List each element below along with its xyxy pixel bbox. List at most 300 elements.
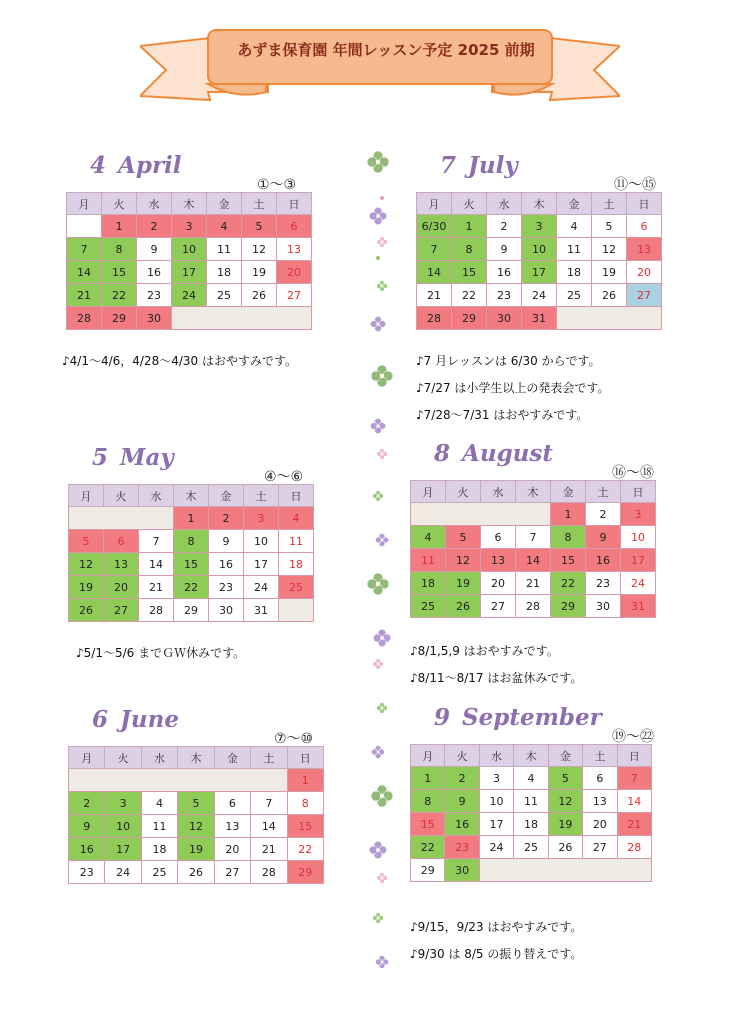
- lesson-range: ④～⑥: [264, 469, 304, 485]
- day-cell: 27: [214, 861, 250, 884]
- month-title: 7 July: [440, 152, 518, 179]
- day-cell: 5: [592, 215, 627, 238]
- day-cell: 26: [592, 284, 627, 307]
- weekday-header: 日: [277, 193, 312, 215]
- day-cell: 6: [481, 526, 516, 549]
- calendar-september: [410, 744, 652, 882]
- flower: [373, 659, 384, 670]
- notes-september: [410, 918, 582, 972]
- flower: [367, 573, 389, 595]
- day-cell: 21: [617, 813, 651, 836]
- day-cell: 22: [102, 284, 137, 307]
- weekday-header: 金: [214, 747, 250, 769]
- flower: [377, 873, 388, 884]
- day-cell: 22: [174, 576, 209, 599]
- day-cell: 9: [586, 526, 621, 549]
- day-cell: 3: [479, 767, 513, 790]
- weekday-header: 火: [445, 745, 479, 767]
- day-cell: 8: [287, 792, 323, 815]
- weekday-header: 日: [287, 747, 323, 769]
- day-cell: 15: [287, 815, 323, 838]
- day-cell: 2: [137, 215, 172, 238]
- day-cell: 31: [244, 599, 279, 622]
- day-cell: 13: [481, 549, 516, 572]
- calendar-may: [68, 484, 314, 622]
- week-row: [69, 838, 324, 861]
- day-cell: 25: [557, 284, 592, 307]
- day-cell: 15: [102, 261, 137, 284]
- day-cell: 14: [139, 553, 174, 576]
- day-cell: 25: [279, 576, 314, 599]
- week-row: [411, 503, 656, 526]
- notes-july: [416, 352, 609, 433]
- day-cell: 3: [244, 507, 279, 530]
- day-cell: 23: [487, 284, 522, 307]
- week-row: [67, 215, 312, 238]
- day-cell: 30: [209, 599, 244, 622]
- day-cell: 28: [251, 861, 287, 884]
- day-cell: 28: [417, 307, 452, 330]
- calendar-april: [66, 192, 312, 330]
- note-line: ♪5/1～5/6 までＧＷ休みです。: [76, 646, 246, 660]
- day-cell: 8: [102, 238, 137, 261]
- day-cell: 11: [279, 530, 314, 553]
- weekday-header: 日: [279, 485, 314, 507]
- day-cell: 24: [621, 572, 656, 595]
- calendar-july: [416, 192, 662, 330]
- day-cell: 13: [214, 815, 250, 838]
- day-cell: 15: [174, 553, 209, 576]
- day-cell: 14: [67, 261, 102, 284]
- day-cell: 29: [551, 595, 586, 618]
- flower: [377, 281, 388, 292]
- weekday-header: 月: [69, 485, 104, 507]
- day-cell: 10: [105, 815, 141, 838]
- note-line: ♪7 月レッスンは 6/30 からです。: [416, 354, 601, 368]
- day-cell: 6: [104, 530, 139, 553]
- weekday-header: 月: [67, 193, 102, 215]
- day-cell: 12: [548, 790, 582, 813]
- day-cell: 3: [621, 503, 656, 526]
- weekday-header: 金: [557, 193, 592, 215]
- weekday-header: 火: [446, 481, 481, 503]
- day-cell: 3: [105, 792, 141, 815]
- day-cell: 4: [279, 507, 314, 530]
- flower: [371, 365, 393, 387]
- day-cell: 6: [214, 792, 250, 815]
- empty-cell: [479, 859, 651, 882]
- day-cell: 15: [551, 549, 586, 572]
- day-cell: 21: [251, 838, 287, 861]
- day-cell: 1: [174, 507, 209, 530]
- day-cell: 23: [586, 572, 621, 595]
- day-cell: 22: [411, 836, 445, 859]
- day-cell: 9: [69, 815, 105, 838]
- day-cell: 14: [617, 790, 651, 813]
- flower-dot: [380, 196, 384, 200]
- day-cell: 2: [487, 215, 522, 238]
- week-row: [411, 572, 656, 595]
- day-cell: 20: [481, 572, 516, 595]
- day-cell: 10: [522, 238, 557, 261]
- day-cell: 20: [627, 261, 662, 284]
- day-cell: 10: [621, 526, 656, 549]
- weekday-header: 水: [137, 193, 172, 215]
- note-line: ♪4/1～4/6，4/28～4/30 はおやすみです。: [62, 354, 298, 368]
- day-cell: 5: [69, 530, 104, 553]
- day-cell: 17: [479, 813, 513, 836]
- day-cell: 26: [178, 861, 214, 884]
- weekday-header: 土: [242, 193, 277, 215]
- weekday-header: 火: [102, 193, 137, 215]
- day-cell: 18: [207, 261, 242, 284]
- day-cell: 24: [522, 284, 557, 307]
- day-cell: 20: [277, 261, 312, 284]
- weekday-header: 水: [487, 193, 522, 215]
- day-cell: 18: [411, 572, 446, 595]
- weekday-header: 金: [207, 193, 242, 215]
- day-cell: 21: [67, 284, 102, 307]
- day-cell: 24: [172, 284, 207, 307]
- flower: [375, 955, 388, 968]
- calendar-august: [410, 480, 656, 618]
- day-cell: 8: [174, 530, 209, 553]
- day-cell: 27: [627, 284, 662, 307]
- day-cell: 12: [592, 238, 627, 261]
- day-cell: 7: [67, 238, 102, 261]
- day-cell: 12: [446, 549, 481, 572]
- flower: [369, 841, 387, 859]
- day-cell: 19: [178, 838, 214, 861]
- weekday-header: 土: [592, 193, 627, 215]
- day-cell: 23: [69, 861, 105, 884]
- day-cell: 30: [586, 595, 621, 618]
- day-cell: 25: [141, 861, 177, 884]
- weekday-header: 月: [411, 481, 446, 503]
- flower: [371, 745, 384, 758]
- week-row: [69, 507, 314, 530]
- notes-august: [410, 642, 582, 696]
- day-cell: 7: [417, 238, 452, 261]
- flower: [375, 533, 388, 546]
- week-row: [67, 284, 312, 307]
- weekday-header: 水: [479, 745, 513, 767]
- lesson-range: ⑦～⑩: [274, 731, 314, 747]
- day-cell: 19: [548, 813, 582, 836]
- empty-cell: [279, 599, 314, 622]
- week-row: [411, 813, 652, 836]
- day-cell: 14: [417, 261, 452, 284]
- day-cell: 17: [105, 838, 141, 861]
- day-cell: 28: [67, 307, 102, 330]
- weekday-header: 月: [69, 747, 105, 769]
- flower: [373, 491, 384, 502]
- day-cell: 11: [207, 238, 242, 261]
- weekday-header: 木: [514, 745, 548, 767]
- month-title: 9 September: [434, 704, 602, 731]
- day-cell: 25: [207, 284, 242, 307]
- month-title: 4 April: [90, 152, 182, 179]
- weekday-header: 日: [621, 481, 656, 503]
- notes-may: [76, 644, 245, 671]
- day-cell: 11: [411, 549, 446, 572]
- day-cell: 27: [481, 595, 516, 618]
- empty-cell: [69, 769, 288, 792]
- day-cell: 6: [627, 215, 662, 238]
- week-row: [417, 284, 662, 307]
- day-cell: 4: [207, 215, 242, 238]
- week-row: [69, 576, 314, 599]
- day-cell: 4: [557, 215, 592, 238]
- day-cell: 30: [137, 307, 172, 330]
- day-cell: 21: [139, 576, 174, 599]
- week-row: [69, 599, 314, 622]
- week-row: [69, 769, 324, 792]
- flower: [377, 449, 388, 460]
- day-cell: 16: [137, 261, 172, 284]
- day-cell: 30: [487, 307, 522, 330]
- week-row: [69, 530, 314, 553]
- day-cell: 28: [617, 836, 651, 859]
- day-cell: 15: [411, 813, 445, 836]
- day-cell: 29: [287, 861, 323, 884]
- week-row: [411, 526, 656, 549]
- day-cell: 1: [551, 503, 586, 526]
- day-cell: 8: [551, 526, 586, 549]
- day-cell: 26: [548, 836, 582, 859]
- day-cell: 27: [583, 836, 617, 859]
- empty-cell: [69, 507, 174, 530]
- day-cell: 24: [105, 861, 141, 884]
- day-cell: 1: [287, 769, 323, 792]
- notes-april: [62, 352, 297, 379]
- day-cell: 13: [627, 238, 662, 261]
- weekday-header: 水: [481, 481, 516, 503]
- day-cell: 8: [452, 238, 487, 261]
- day-cell: 11: [557, 238, 592, 261]
- month-title: 8 August: [434, 440, 553, 467]
- flower-dot: [376, 256, 380, 260]
- day-cell: 10: [479, 790, 513, 813]
- day-cell: 12: [69, 553, 104, 576]
- day-cell: 28: [139, 599, 174, 622]
- day-cell: 5: [242, 215, 277, 238]
- day-cell: 17: [621, 549, 656, 572]
- weekday-header: 日: [617, 745, 651, 767]
- note-line: ♪7/28～7/31 はおやすみです。: [416, 408, 589, 422]
- day-cell: 16: [69, 838, 105, 861]
- note-line: ♪8/11～8/17 はお盆休みです。: [410, 671, 583, 685]
- day-cell: 28: [516, 595, 551, 618]
- day-cell: 13: [104, 553, 139, 576]
- day-cell: 22: [452, 284, 487, 307]
- weekday-header: 土: [583, 745, 617, 767]
- weekday-header: 土: [244, 485, 279, 507]
- day-cell: 29: [174, 599, 209, 622]
- weekday-header: 金: [209, 485, 244, 507]
- week-row: [411, 549, 656, 572]
- day-cell: 14: [251, 815, 287, 838]
- flower: [377, 703, 388, 714]
- empty-cell: [67, 215, 102, 238]
- day-cell: 12: [178, 815, 214, 838]
- day-cell: 9: [445, 790, 479, 813]
- day-cell: 13: [277, 238, 312, 261]
- day-cell: 19: [69, 576, 104, 599]
- day-cell: 1: [411, 767, 445, 790]
- week-row: [411, 836, 652, 859]
- week-row: [69, 553, 314, 576]
- calendar-june: [68, 746, 324, 884]
- note-line: ♪9/15，9/23 はおやすみです。: [410, 920, 583, 934]
- weekday-header: 木: [522, 193, 557, 215]
- note-line: ♪9/30 は 8/5 の振り替えです。: [410, 947, 583, 961]
- day-cell: 12: [242, 238, 277, 261]
- day-cell: 16: [586, 549, 621, 572]
- day-cell: 4: [411, 526, 446, 549]
- weekday-header: 水: [139, 485, 174, 507]
- day-cell: 18: [557, 261, 592, 284]
- day-cell: 13: [583, 790, 617, 813]
- week-row: [411, 790, 652, 813]
- note-line: ♪7/27 は小学生以上の発表会です。: [416, 381, 610, 395]
- day-cell: 27: [104, 599, 139, 622]
- day-cell: 4: [514, 767, 548, 790]
- day-cell: 9: [137, 238, 172, 261]
- day-cell: 25: [411, 595, 446, 618]
- week-row: [69, 861, 324, 884]
- week-row: [67, 261, 312, 284]
- day-cell: 25: [514, 836, 548, 859]
- day-cell: 6: [277, 215, 312, 238]
- lesson-range: ⑪～⑮: [614, 177, 656, 193]
- weekday-header: 木: [516, 481, 551, 503]
- weekday-header: 水: [141, 747, 177, 769]
- page-title: あずま保育園 年間レッスン予定 2025 前期: [237, 41, 535, 59]
- day-cell: 18: [279, 553, 314, 576]
- day-cell: 2: [445, 767, 479, 790]
- day-cell: 2: [586, 503, 621, 526]
- week-row: [417, 238, 662, 261]
- weekday-header: 木: [174, 485, 209, 507]
- day-cell: 26: [69, 599, 104, 622]
- day-cell: 5: [548, 767, 582, 790]
- day-cell: 29: [411, 859, 445, 882]
- day-cell: 30: [445, 859, 479, 882]
- day-cell: 26: [242, 284, 277, 307]
- day-cell: 10: [244, 530, 279, 553]
- weekday-header: 土: [251, 747, 287, 769]
- day-cell: 2: [209, 507, 244, 530]
- weekday-header: 金: [551, 481, 586, 503]
- weekday-header: 月: [417, 193, 452, 215]
- day-cell: 16: [445, 813, 479, 836]
- week-row: [69, 792, 324, 815]
- day-cell: 24: [244, 576, 279, 599]
- month-title: 6 June: [92, 706, 179, 733]
- flower: [377, 237, 388, 248]
- day-cell: 20: [214, 838, 250, 861]
- day-cell: 5: [178, 792, 214, 815]
- day-cell: 7: [516, 526, 551, 549]
- empty-cell: [557, 307, 662, 330]
- day-cell: 31: [522, 307, 557, 330]
- day-cell: 17: [244, 553, 279, 576]
- day-cell: 7: [251, 792, 287, 815]
- day-cell: 19: [446, 572, 481, 595]
- weekday-header: 金: [548, 745, 582, 767]
- day-cell: 3: [522, 215, 557, 238]
- flower: [369, 207, 387, 225]
- day-cell: 27: [277, 284, 312, 307]
- day-cell: 19: [592, 261, 627, 284]
- day-cell: 31: [621, 595, 656, 618]
- day-cell: 16: [487, 261, 522, 284]
- day-cell: 3: [172, 215, 207, 238]
- weekday-header: 木: [172, 193, 207, 215]
- day-cell: 22: [287, 838, 323, 861]
- flower: [373, 913, 384, 924]
- lesson-range: ⑯～⑱: [612, 465, 654, 481]
- day-cell: 29: [452, 307, 487, 330]
- day-cell: 17: [522, 261, 557, 284]
- week-row: [67, 307, 312, 330]
- day-cell: 20: [583, 813, 617, 836]
- day-cell: 9: [209, 530, 244, 553]
- day-cell: 23: [445, 836, 479, 859]
- day-cell: 8: [411, 790, 445, 813]
- day-cell: 26: [446, 595, 481, 618]
- day-cell: 15: [452, 261, 487, 284]
- flower: [373, 629, 391, 647]
- day-cell: 24: [479, 836, 513, 859]
- day-cell: 7: [139, 530, 174, 553]
- week-row: [417, 215, 662, 238]
- day-cell: 11: [141, 815, 177, 838]
- weekday-header: 木: [178, 747, 214, 769]
- day-cell: 18: [141, 838, 177, 861]
- weekday-header: 月: [411, 745, 445, 767]
- lesson-range: ①～③: [257, 177, 297, 193]
- day-cell: 19: [242, 261, 277, 284]
- day-cell: 18: [514, 813, 548, 836]
- flower-decoration: [360, 148, 400, 978]
- day-cell: 10: [172, 238, 207, 261]
- day-cell: 9: [487, 238, 522, 261]
- day-cell: 20: [104, 576, 139, 599]
- day-cell: 23: [209, 576, 244, 599]
- flower: [370, 418, 385, 433]
- empty-cell: [411, 503, 551, 526]
- week-row: [69, 815, 324, 838]
- empty-cell: [172, 307, 312, 330]
- day-cell: 17: [172, 261, 207, 284]
- weekday-header: 火: [452, 193, 487, 215]
- day-cell: 16: [209, 553, 244, 576]
- weekday-header: 火: [104, 485, 139, 507]
- week-row: [411, 595, 656, 618]
- day-cell: 2: [69, 792, 105, 815]
- week-row: [417, 307, 662, 330]
- day-cell: 21: [417, 284, 452, 307]
- week-row: [411, 859, 652, 882]
- month-title: 5 May: [92, 444, 174, 471]
- note-line: ♪8/1,5,9 はおやすみです。: [410, 644, 559, 658]
- day-cell: 21: [516, 572, 551, 595]
- week-row: [67, 238, 312, 261]
- flower: [371, 785, 393, 807]
- day-cell: 11: [514, 790, 548, 813]
